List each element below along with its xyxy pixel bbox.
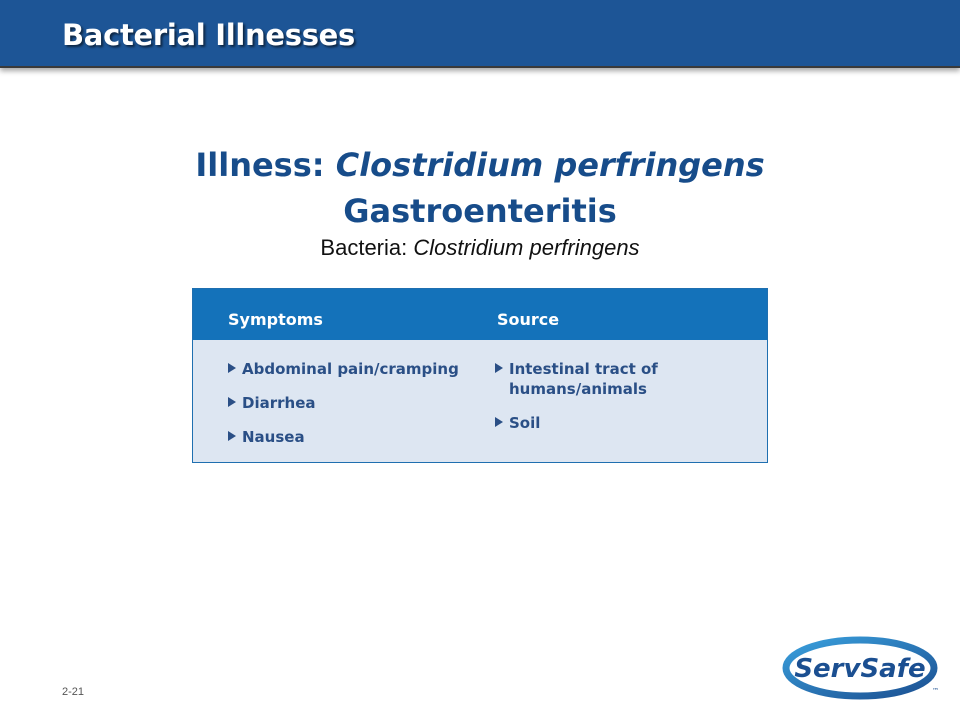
symptom-text: Abdominal pain/cramping: [242, 360, 459, 378]
table-header: [193, 289, 767, 340]
bacteria-prefix: Bacteria:: [320, 235, 414, 260]
triangle-right-icon: [495, 363, 503, 373]
source-text-continued: humans/animals: [509, 380, 647, 398]
source-text: Intestinal tract of: [509, 360, 658, 378]
heading-block: [0, 142, 960, 262]
list-item: [495, 413, 658, 433]
list-item: [228, 359, 459, 379]
illness-prefix: Illness:: [195, 146, 336, 184]
triangle-right-icon: [228, 431, 236, 441]
symptom-text: Diarrhea: [242, 394, 316, 412]
triangle-right-icon: [228, 397, 236, 407]
triangle-right-icon: [495, 417, 503, 427]
list-item: [228, 427, 459, 447]
header-bar: [0, 0, 960, 68]
illness-heading: [0, 142, 960, 188]
illness-suffix: Gastroenteritis: [343, 192, 617, 230]
slide-title: Bacterial Illnesses: [62, 18, 355, 52]
logo-trademark: ™: [932, 687, 939, 695]
column-header-symptoms: Symptoms: [228, 310, 323, 329]
logo-text: ServSafe: [794, 654, 926, 684]
list-item: [228, 393, 459, 413]
info-table: [192, 288, 768, 463]
page-number: 2-21: [62, 686, 85, 698]
bacteria-line: [0, 234, 960, 262]
bacteria-name: Clostridium perfringens: [413, 235, 640, 260]
source-text: Soil: [509, 414, 541, 432]
symptoms-column: [228, 359, 459, 461]
source-column: [495, 359, 658, 447]
servsafe-logo: [782, 635, 942, 701]
triangle-right-icon: [228, 363, 236, 373]
symptom-text: Nausea: [242, 428, 305, 446]
illness-name: Clostridium perfringens: [335, 146, 765, 184]
column-header-source: Source: [497, 310, 560, 329]
list-item: [495, 359, 658, 399]
